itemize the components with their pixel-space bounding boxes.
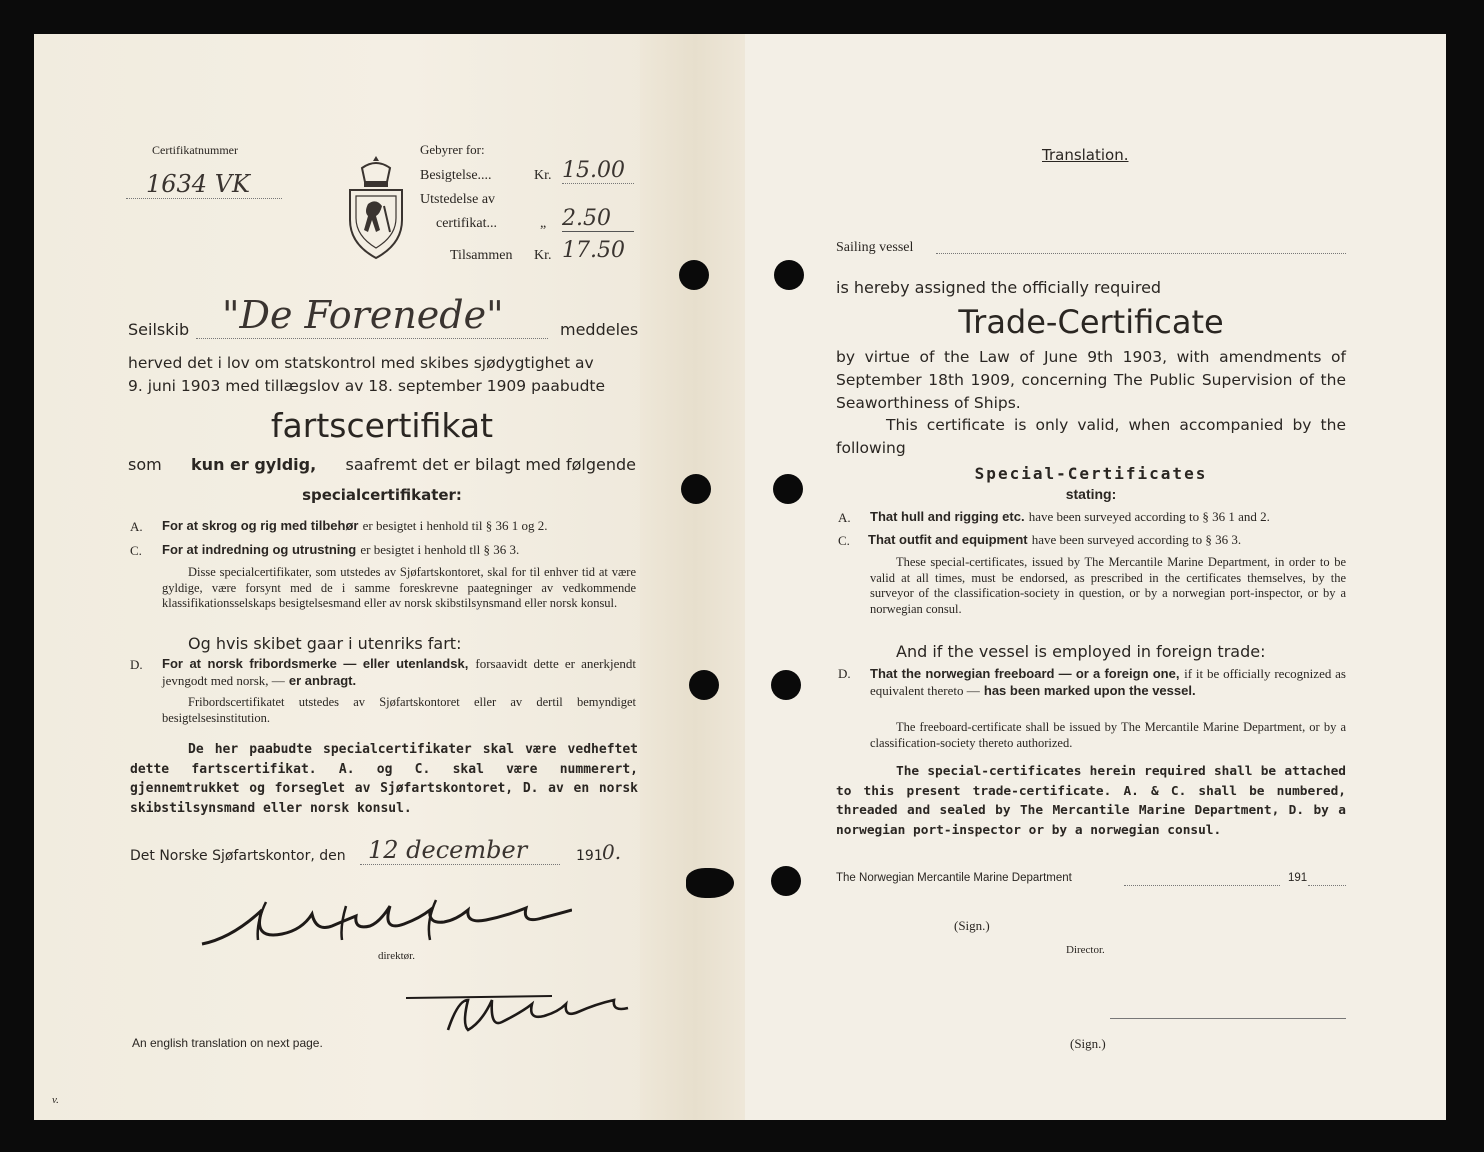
sailing-vessel-line bbox=[936, 252, 1346, 254]
item-c bbox=[162, 542, 642, 558]
item-d-bold: For at norsk fribordsmerke — eller utenlandsk, bbox=[162, 656, 469, 671]
assigned-line: is hereby assigned the officially required bbox=[836, 278, 1162, 297]
item-d bbox=[162, 656, 636, 690]
sign-label-2: (Sign.) bbox=[1070, 1036, 1106, 1051]
office-year: 0. bbox=[602, 840, 622, 864]
office-label: Det Norske Sjøfartskontor, den bbox=[130, 848, 346, 864]
cert-number: 1634 VK bbox=[126, 170, 282, 199]
item-c-en-bold: That outfit and equipment bbox=[868, 532, 1028, 547]
department-label: The Norwegian Mercantile Marine Department bbox=[836, 872, 1072, 884]
stating-label: stating: bbox=[1065, 486, 1117, 502]
item-c-letter-en: C. bbox=[838, 533, 850, 548]
coat-of-arms-icon bbox=[344, 154, 408, 260]
fee1-value: 15.00 bbox=[562, 158, 634, 184]
only-valid-paragraph: This certificate is only valid, when accompanied by the following bbox=[836, 416, 1346, 457]
fee2-label1: Utstedelse av bbox=[420, 192, 496, 207]
corner-mark: v. bbox=[52, 1094, 59, 1106]
item-a-en bbox=[870, 509, 1350, 525]
ship-suffix: meddeles bbox=[560, 320, 639, 339]
item-a-rest: er besigtet i henhold til § 36 1 og 2. bbox=[362, 518, 548, 533]
item-d-en bbox=[870, 666, 1346, 700]
office-year-prefix: 191 bbox=[576, 848, 603, 864]
item-d-en-bold: That the norwegian freeboard — or a foreign one, bbox=[870, 666, 1180, 681]
note2: Fribordscertifikatet utstedes av Sjøfartskontoret eller av dertil bemyndiget besigtelsesinstitution. bbox=[162, 695, 636, 725]
total-kr: Kr. bbox=[534, 248, 552, 263]
valid-bold: kun er gyldig, bbox=[191, 455, 317, 474]
ship-name: "De Forenede" bbox=[196, 292, 548, 339]
punch-hole bbox=[689, 670, 719, 700]
item-d-bold2: er anbragt. bbox=[288, 673, 357, 688]
item-c-en-rest: have been surveyed according to § 36 3. bbox=[1031, 532, 1242, 547]
translation-note: An english translation on next page. bbox=[132, 1036, 323, 1050]
valid-line bbox=[128, 454, 636, 476]
foreign-heading: Og hvis skibet gaar i utenriks fart: bbox=[188, 634, 462, 653]
department-year: 191 bbox=[1288, 872, 1308, 884]
item-a-en-bold: That hull and rigging etc. bbox=[870, 509, 1025, 524]
office-date: 12 december bbox=[360, 836, 560, 865]
valid-pre: som bbox=[128, 455, 162, 474]
item-d-en-bold2: has been marked upon the vessel. bbox=[983, 683, 1196, 698]
intro-line2: 9. juni 1903 med tillægslov av 18. september 1909 paabudte bbox=[128, 377, 606, 395]
note1-en: These special-certificates, issued by The Mercantile Marine Department, in order to be valid at all times, must be endorsed, as prescribed in the certificates themselves, by the surveyor of the classification-society in question, or by a norwegian port-inspector, or by a norwegian consul. bbox=[870, 555, 1346, 616]
note1: Disse specialcertifikater, som utstedes av Sjøfartskontoret, skal for til enhver tid at være gyldige, være forsynt med de i samme foreskrevne paategninger av vedkommende klassifikationsselskaps besigtelsesmand eller av norsk skibstilsynsmand eller norsk konsul. bbox=[162, 565, 636, 610]
punch-hole bbox=[679, 260, 709, 290]
note2-en: The freeboard-certificate shall be issued by The Mercantile Marine Department, or by a classification-society thereto authorized. bbox=[870, 720, 1346, 750]
item-c-bold: For at indredning og utrustning bbox=[162, 542, 357, 557]
item-c-letter: C. bbox=[130, 543, 142, 558]
center-fold bbox=[640, 34, 750, 1120]
item-d-letter-en: D. bbox=[838, 666, 851, 681]
foreign-heading-en: And if the vessel is employed in foreign trade: bbox=[896, 642, 1266, 661]
fee2-value: 2.50 bbox=[562, 206, 634, 232]
intro-line1: herved det i lov om statskontrol med skibes sjødygtighet av bbox=[128, 354, 594, 372]
closing-paragraph-en: The special-certificates herein required shall be attached to this present trade-certificate. A. & C. shall be numbered, threaded and sealed by The Mercantile Marine Department, D. by a norwegian port-inspector or by a norwegian consul. bbox=[836, 764, 1346, 838]
item-c-rest: er besigtet i henhold tll § 36 3. bbox=[360, 542, 520, 557]
item-d-en-rest: if it be officially recognized as equivalent thereto — bbox=[870, 666, 1346, 698]
ship-prefix: Seilskib bbox=[128, 320, 190, 339]
special-title: specialcertifikater: bbox=[302, 486, 462, 504]
sign-label-1: (Sign.) bbox=[954, 918, 990, 933]
second-signature bbox=[402, 990, 632, 1040]
closing-paragraph: De her paabudte specialcertifikater skal være vedheftet dette fartscertifikat. A. og C. skal være nummerert, gjennemtrukket og forseglet av Sjøfartskontoret, D. av en norsk skibstilsynsmand eller norsk konsul. bbox=[130, 742, 638, 816]
fee2-mark: „ bbox=[540, 216, 547, 231]
cert-number-label: Certifikatnummer bbox=[152, 143, 238, 157]
fees-title: Gebyrer for: bbox=[420, 142, 485, 157]
trade-certificate-title: Trade-Certificate bbox=[958, 303, 1224, 341]
special-certificates-title: Special-Certificates bbox=[974, 464, 1208, 483]
total-value: 17.50 bbox=[562, 238, 625, 263]
punch-hole bbox=[773, 474, 803, 504]
punch-hole bbox=[686, 868, 734, 898]
item-a bbox=[162, 518, 642, 534]
punch-hole bbox=[774, 260, 804, 290]
item-a-en-rest: have been surveyed according to § 36 1 and 2. bbox=[1028, 509, 1270, 524]
item-a-letter: A. bbox=[130, 519, 143, 534]
fee1-label: Besigtelse.... bbox=[420, 168, 492, 183]
page-title: fartscertifikat bbox=[270, 406, 494, 445]
item-a-bold: For at skrog og rig med tilbehør bbox=[162, 518, 359, 533]
item-a-letter-en: A. bbox=[838, 510, 851, 525]
punch-hole bbox=[681, 474, 711, 504]
director-signature bbox=[196, 892, 572, 956]
valid-post: saafremt det er bilagt med følgende bbox=[345, 455, 636, 474]
punch-hole bbox=[771, 866, 801, 896]
translation-heading: Translation. bbox=[1042, 146, 1129, 164]
director-label-en: Director. bbox=[1066, 944, 1105, 956]
fee2-label2: certifikat... bbox=[436, 216, 498, 231]
department-line bbox=[1124, 884, 1280, 886]
signature-line bbox=[1110, 1018, 1346, 1020]
virtue-paragraph: by virtue of the Law of June 9th 1903, with amendments of September 18th 1909, concerning The Public Supervision of the Seaworthiness of Ships. bbox=[836, 348, 1346, 412]
item-c-en bbox=[868, 532, 1348, 548]
department-year-line bbox=[1308, 884, 1346, 886]
item-d-letter: D. bbox=[130, 657, 143, 672]
item-d-rest: forsaavidt dette er anerkjendt jevngodt med norsk, — bbox=[162, 656, 636, 688]
fee1-kr: Kr. bbox=[534, 168, 552, 183]
sailing-vessel-label: Sailing vessel bbox=[836, 240, 914, 255]
total-label: Tilsammen bbox=[450, 248, 513, 263]
director-label: direktør. bbox=[378, 950, 415, 962]
punch-hole bbox=[771, 670, 801, 700]
